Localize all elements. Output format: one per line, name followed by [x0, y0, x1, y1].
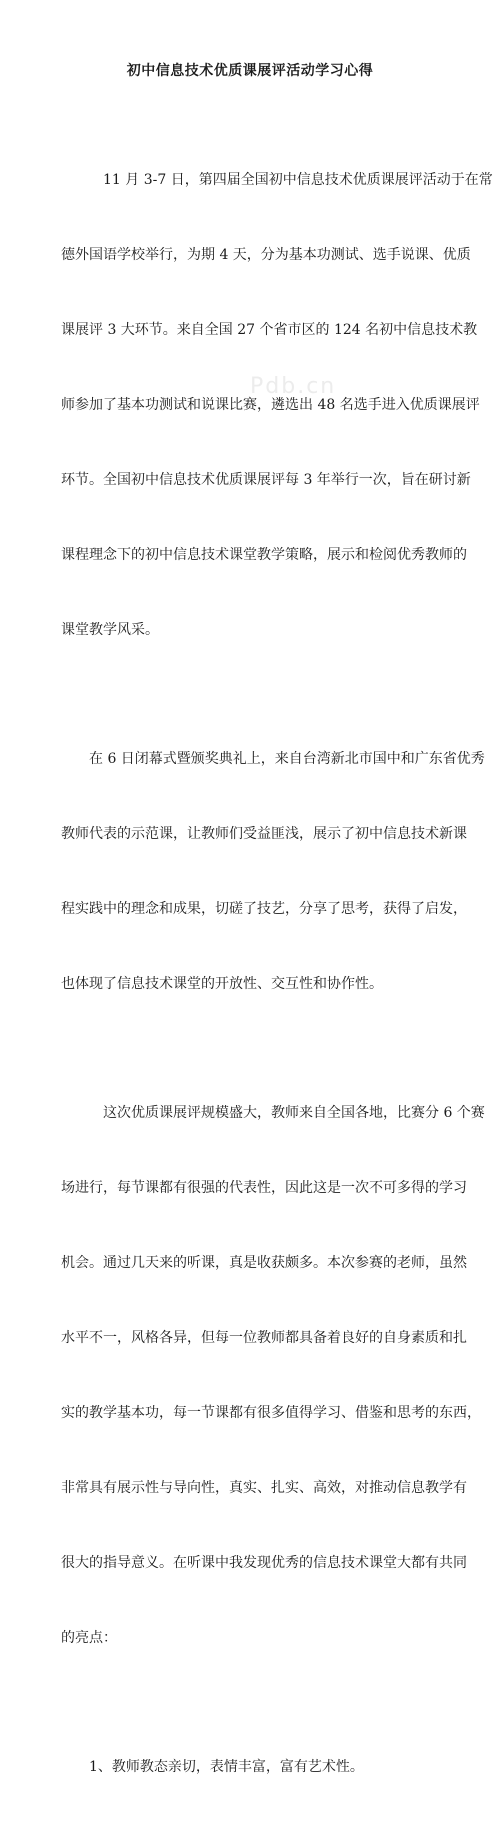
- paragraph-line: 实的教学基本功，每一节课都有很多值得学习、借鉴和思考的东西，: [61, 1405, 481, 1421]
- paragraph-line: 师参加了基本功测试和说课比赛，遴选出 48 名选手进入优质课展评: [61, 397, 480, 413]
- paragraph-line: 1、教师教态亲切，表情丰富，富有艺术性。: [89, 1759, 364, 1775]
- document-title: 初中信息技术优质课展评活动学习心得: [126, 63, 374, 79]
- paragraph-4: [89, 1705, 429, 1830]
- paragraph-1: [61, 118, 493, 693]
- paragraph-line: 德外国语学校举行，为期 4 天，分为基本功测试、选手说课、优质: [61, 247, 471, 263]
- paragraph-line: 场进行，每节课都有很强的代表性，因此这是一次不可多得的学习: [61, 1180, 467, 1196]
- paragraph-line: 课展评 3 大环节。来自全国 27 个省市区的 124 名初中信息技术教: [61, 322, 478, 338]
- paragraph-line: 机会。通过几天来的听课，真是收获颇多。本次参赛的老师，虽然: [61, 1255, 467, 1271]
- paragraph-line: 也体现了信息技术课堂的开放性、交互性和协作性。: [61, 976, 383, 992]
- paragraph-line: 程实践中的理念和成果，切磋了技艺，分享了思考，获得了启发，: [61, 901, 467, 917]
- paragraph-line: 课程理念下的初中信息技术课堂教学策略，展示和检阅优秀教师的: [61, 547, 467, 563]
- paragraph-line: 环节。全国初中信息技术优质课展评每 3 年举行一次，旨在研讨新: [61, 472, 471, 488]
- paragraph-line: 很大的指导意义。在听课中我发现优秀的信息技术课堂大都有共同: [61, 1555, 467, 1571]
- watermark-text: Pdb.cn: [250, 374, 337, 399]
- paragraph-line: 在 6 日闭幕式暨颁奖典礼上，来自台湾新北市国中和广东省优秀: [89, 751, 485, 767]
- paragraph-line: 课堂教学风采。: [61, 622, 159, 638]
- paragraph-line: 11 月 3-7 日，第四届全国初中信息技术优质课展评活动于在常: [103, 172, 493, 188]
- document-body: [61, 118, 493, 1834]
- paragraph-2: [61, 697, 485, 1047]
- paragraph-line: 的亮点：: [61, 1630, 117, 1646]
- paragraph-line: 水平不一，风格各异，但每一位教师都具备着良好的自身素质和扎: [61, 1330, 467, 1346]
- paragraph-line: 非常具有展示性与导向性，真实、扎实、高效，对推动信息教学有: [61, 1480, 467, 1496]
- paragraph-3: [61, 1051, 485, 1701]
- paragraph-line: 教师代表的示范课，让教师们受益匪浅，展示了初中信息技术新课: [61, 826, 467, 842]
- paragraph-line: 这次优质课展评规模盛大，教师来自全国各地，比赛分 6 个赛: [103, 1105, 485, 1121]
